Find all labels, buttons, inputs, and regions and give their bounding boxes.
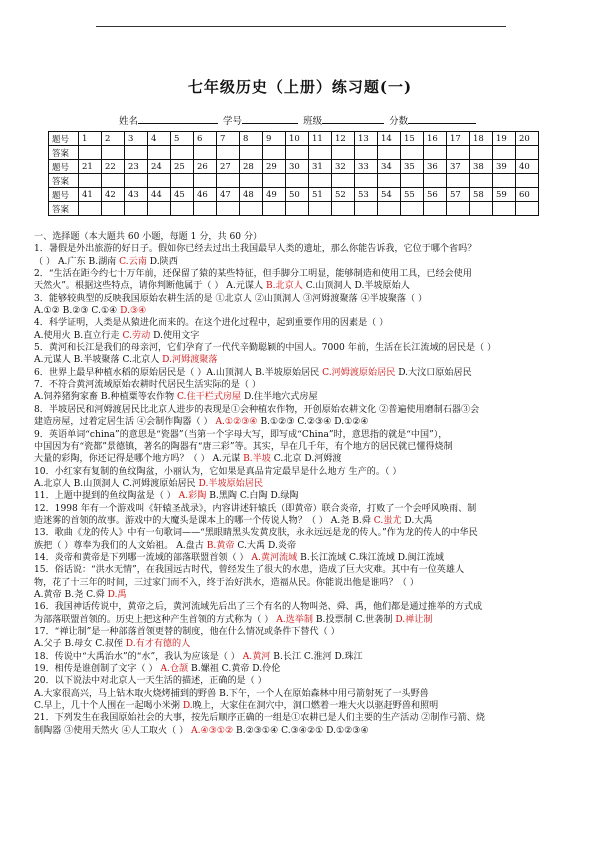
grid-answer-cell[interactable] [217, 146, 240, 160]
grid-answer-cell[interactable] [102, 146, 125, 160]
grid-answer-cell[interactable] [424, 174, 447, 188]
grid-question-number: 48 [240, 188, 263, 202]
answer-option-highlight: C.河姆渡原始居民 [322, 367, 396, 378]
grid-question-number: 29 [263, 160, 286, 174]
question-line [34, 688, 574, 700]
grid-answer-cell[interactable] [332, 202, 355, 216]
question-text: 族把（ ）尊奉为我们的人文始祖。 A.盘古 [34, 540, 207, 551]
question-line [34, 453, 574, 465]
grid-question-number: 24 [148, 160, 171, 174]
question-text: D.大汶口原始居民 [395, 367, 472, 378]
answer-option-highlight: D.河姆渡聚落 [162, 355, 218, 366]
grid-answer-cell[interactable] [194, 202, 217, 216]
grid-question-number: 6 [194, 132, 217, 146]
question-line [34, 293, 574, 305]
question-text: C.北京 D.河姆渡 [270, 454, 342, 465]
grid-question-number: 12 [332, 132, 355, 146]
grid-answer-row [49, 174, 539, 188]
question-line [34, 330, 574, 342]
question-line [34, 429, 574, 441]
question-line [34, 354, 574, 366]
grid-answer-cell[interactable] [401, 146, 424, 160]
question-text: D.陕西 [146, 256, 178, 267]
grid-a-label: 答案 [49, 174, 79, 188]
grid-question-number: 8 [240, 132, 263, 146]
question-text: 8．半坡居民和河姆渡居民比北京人进步的表现是①会种植农作物，开创原始农耕文化 ②普遍使用磨制石器③会 [34, 404, 480, 415]
question-text: A.父子 B.母女 C.叔侄 [34, 639, 126, 650]
question-line [34, 256, 574, 268]
question-line [34, 268, 574, 280]
grid-question-number: 45 [171, 188, 194, 202]
grid-question-number: 38 [470, 160, 493, 174]
question-text: B.投票制 C.世袭制 [312, 614, 396, 625]
class-label: 班级 [303, 116, 323, 127]
question-line [34, 589, 574, 601]
grid-question-number: 41 [79, 188, 102, 202]
question-text: C.山顶洞人 D.半坡原始人 [302, 281, 410, 292]
grid-answer-cell[interactable] [194, 146, 217, 160]
answer-option-highlight: D.③④ [120, 306, 147, 317]
question-line [34, 675, 574, 687]
grid-answer-cell[interactable] [424, 202, 447, 216]
question-text: A.饲养猪狗家畜 B.种植粟等农作物 [34, 392, 178, 403]
grid-answer-cell[interactable] [171, 202, 194, 216]
grid-answer-cell[interactable] [309, 146, 332, 160]
grid-answer-cell[interactable] [470, 174, 493, 188]
grid-question-number: 20 [516, 132, 539, 146]
grid-answer-cell[interactable] [217, 174, 240, 188]
grid-question-number: 7 [217, 132, 240, 146]
grid-answer-cell[interactable] [148, 174, 171, 188]
grid-question-number: 40 [516, 160, 539, 174]
grid-question-number: 58 [470, 188, 493, 202]
question-text: A.①② B.②③ C.①④ [34, 306, 121, 317]
grid-number-row [49, 132, 539, 146]
question-line [34, 540, 574, 552]
section-heading: 一、选择题（本大题共 60 小题，每题 1 分，共 60 分） [34, 232, 263, 242]
question-text: A.大家很高兴，马上钻木取火烧烤捕到的野兽 B.下午，一个人在原始森林中用弓箭射死了一头野兽 [34, 688, 429, 699]
question-text: 物，花了十三年的时间，三过家门而不入，终于治好洪水，造福从民。你能说出他是谁吗？（ ） [34, 577, 419, 588]
answer-option-highlight: A.选举制 [276, 614, 313, 625]
grid-answer-cell[interactable] [516, 202, 539, 216]
question-line [34, 577, 574, 589]
grid-question-number: 14 [378, 132, 401, 146]
answer-option-highlight: C.蚩尤 [373, 515, 402, 526]
question-text: B.黑陶 C.白陶 D.绿陶 [206, 491, 299, 502]
question-text: 造迷雾的首领的故事。游戏中的大魔头是课本上的哪一个传说人物？（ ） A.尧 B.舜 [34, 515, 374, 526]
question-line [34, 503, 574, 515]
grid-answer-cell[interactable] [171, 174, 194, 188]
grid-answer-cell[interactable] [102, 174, 125, 188]
grid-question-number: 33 [355, 160, 378, 174]
question-line [34, 490, 574, 502]
question-text: D.住半地穴式房屋 [241, 392, 318, 403]
grid-answer-cell[interactable] [355, 202, 378, 216]
grid-question-number: 60 [516, 188, 539, 202]
page-title: 七年级历史（上册）练习题(一) [187, 78, 413, 96]
class-field[interactable] [322, 115, 384, 124]
question-text: B.长江 C.淮河 D.珠江 [270, 651, 363, 662]
name-label: 姓名 [119, 116, 139, 127]
answer-option-highlight: A.④③①② [191, 725, 234, 736]
grid-question-number: 50 [286, 188, 309, 202]
question-text: A.元谋人 B.半坡聚落 C.北京人 [34, 355, 163, 366]
grid-question-number: 9 [263, 132, 286, 146]
question-line [34, 527, 574, 539]
question-text: 2．“生活在距今约七十万年前，还保留了猿的某些特征，但手脚分工明显，能够制造和使用工具，已经会使用 [34, 269, 472, 280]
answer-option-highlight: A.黄河 [242, 651, 271, 662]
question-text: 20．以下说法中对北京人一天生活的描述，正确的是（ ） [34, 676, 267, 687]
grid-answer-cell[interactable] [516, 174, 539, 188]
question-line [34, 626, 574, 638]
score-label: 分数 [389, 116, 409, 127]
grid-a-label: 答案 [49, 146, 79, 160]
question-text: 为部落联盟首领的。历史上把这种产生首领的方式称为（ ） [34, 614, 277, 625]
question-text: （ ） A.广东 B.湖南 [34, 256, 120, 267]
question-text: 17．“禅让制”是一种部落首领更替的制度，他在什么情况或条件下替代（ ） [34, 627, 340, 637]
grid-answer-cell[interactable] [286, 146, 309, 160]
grid-question-number: 16 [424, 132, 447, 146]
answer-option-highlight: A.①②③④ [215, 417, 258, 428]
grid-answer-cell[interactable] [401, 174, 424, 188]
answer-option-highlight: D.禹 [107, 589, 127, 600]
question-text: 16．我国神话传说中，黄帝之后，黄河流域先后出了三个有名的人物叫尧、舜、禹，他们都是通过推举的方式成 [34, 602, 483, 613]
grid-answer-cell[interactable] [240, 146, 263, 160]
grid-question-number: 37 [447, 160, 470, 174]
question-text: 12．1998 年有一个游戏叫《轩辕圣战录》，内容讲述轩辕氏（即黄帝）联合炎帝，打败了一个会呼风唤雨、制 [34, 503, 477, 514]
grid-answer-cell[interactable] [516, 146, 539, 160]
question-text: D.大禹 [401, 515, 433, 526]
answer-option-highlight: A.彩陶 [178, 491, 207, 502]
grid-question-number: 57 [447, 188, 470, 202]
question-text: 19．相传是谁创制了文字（ ） [34, 664, 161, 675]
question-line [34, 725, 574, 737]
question-text: 9．英语单词“china”的意思是“瓷器”（当第一个字母大写，即写成“China”时，意思指的就是“中国”）， [34, 429, 448, 440]
grid-question-number: 15 [401, 132, 424, 146]
grid-question-number: 47 [217, 188, 240, 202]
question-line [34, 638, 574, 650]
grid-answer-cell[interactable] [79, 146, 102, 160]
grid-question-number: 1 [79, 132, 102, 146]
grid-answer-cell[interactable] [332, 146, 355, 160]
grid-q-label: 题号 [49, 160, 79, 174]
grid-answer-cell[interactable] [355, 174, 378, 188]
grid-question-number: 49 [263, 188, 286, 202]
question-body [34, 231, 574, 737]
question-text: 3．能够较典型的反映我国原始农耕生活的是 ①北京人 ②山顶洞人 ③河姆渡聚落 ④半坡聚落（ ） [34, 293, 428, 304]
question-line [34, 243, 574, 255]
question-text: 大量的彩陶，你还记得是哪个地方吗？（ ） A.元谋 [34, 454, 244, 465]
grid-answer-cell[interactable] [401, 202, 424, 216]
question-text: 13．歌曲《龙的传人》中有一句歌词——“黑眼睛黑头发黄皮肤，永永远远是龙的传人。”作为龙的传人的中华民 [34, 528, 478, 539]
question-text: B.①②③ C.②③④ D.①②④ [257, 417, 369, 428]
question-line [34, 651, 574, 663]
grid-answer-cell[interactable] [171, 146, 194, 160]
name-field[interactable] [138, 115, 218, 124]
grid-answer-cell[interactable] [332, 174, 355, 188]
grid-question-number: 17 [447, 132, 470, 146]
grid-answer-cell[interactable] [263, 146, 286, 160]
question-text: 天然火”。根据这些特点，请你判断他属于（ ） A.元谋人 [34, 281, 266, 292]
question-text: 6．世界上最早种植水稻的原始居民是（ ）A.山顶洞人 B.半坡原始居民 [34, 367, 323, 378]
question-line [34, 712, 574, 724]
top-rule [96, 26, 506, 27]
grid-question-number: 22 [102, 160, 125, 174]
grid-answer-cell[interactable] [378, 202, 401, 216]
question-line [34, 391, 574, 403]
score-field[interactable] [408, 115, 476, 124]
question-text: 建造房屋，过着定居生活 ④会制作陶器（ ） [34, 417, 216, 428]
question-line [34, 317, 574, 329]
grid-question-number: 18 [470, 132, 493, 146]
grid-question-number: 35 [401, 160, 424, 174]
answer-option-highlight: D.禅让制 [395, 614, 433, 625]
grid-answer-row [49, 202, 539, 216]
question-text: 5．黄河和长江是我们的母亲河，它们孕育了一代代辛勤聪颖的中国人。7000 年前，生活在长江流域的居民是（ ） [34, 343, 497, 354]
question-line [34, 404, 574, 416]
answer-option-highlight: B.黄帝 [206, 540, 235, 551]
grid-answer-cell[interactable] [79, 174, 102, 188]
grid-question-number: 26 [194, 160, 217, 174]
grid-question-number: 39 [493, 160, 516, 174]
grid-answer-cell[interactable] [148, 146, 171, 160]
grid-question-number: 59 [493, 188, 516, 202]
grid-answer-cell[interactable] [493, 202, 516, 216]
question-text: C.大禹 D.炎帝 [234, 540, 297, 551]
grid-answer-cell[interactable] [102, 202, 125, 216]
question-line [34, 700, 574, 712]
grid-answer-cell[interactable] [470, 146, 493, 160]
grid-question-number: 53 [355, 188, 378, 202]
grid-answer-cell[interactable] [79, 202, 102, 216]
grid-answer-cell[interactable] [493, 174, 516, 188]
grid-question-number: 4 [148, 132, 171, 146]
grid-question-number: 52 [332, 188, 355, 202]
answer-option-highlight: A.黄河流域 [251, 552, 298, 563]
grid-question-number: 56 [424, 188, 447, 202]
student-info [119, 113, 476, 127]
grid-question-number: 28 [240, 160, 263, 174]
question-text: 4．科学证明，人类是从猿进化而来的。在这个进化过程中，起到重要作用的因素是（ ） [34, 318, 389, 329]
question-text: 10．小红家有复制的鱼纹陶盆，小丽认为，它如果是真品肯定最早是什么地方 生产的。（ ） [34, 466, 402, 477]
grid-question-number: 32 [332, 160, 355, 174]
grid-answer-cell[interactable] [309, 174, 332, 188]
number-field[interactable] [242, 115, 298, 124]
grid-question-number: 25 [171, 160, 194, 174]
grid-question-number: 5 [171, 132, 194, 146]
grid-answer-cell[interactable] [240, 202, 263, 216]
grid-question-number: 44 [148, 188, 171, 202]
question-text: 制陶器 ③使用天然火 ④人工取火（ ） [34, 725, 192, 736]
answer-option-highlight: D.半坡原始居民 [198, 478, 263, 489]
grid-question-number: 30 [286, 160, 309, 174]
grid-answer-cell[interactable] [447, 174, 470, 188]
grid-answer-cell[interactable] [309, 202, 332, 216]
question-text: C.早上，几十个人围在一起喝小米粥 [34, 701, 183, 712]
question-text: 中国因为有“瓷都”景德镇，著名的陶器有“唐三彩”等。其实，早在几千年，有个地方的居民就已懂得烧制 [34, 441, 453, 452]
question-text: 1．暑假是外出旅游的好日子。假如你已经去过出土我国最早人类的遗址，那么你能告诉我，它位于哪个省吗？ [34, 244, 477, 255]
grid-question-number: 10 [286, 132, 309, 146]
question-text: B.嫘祖 C.黄帝 D.伶伦 [188, 664, 281, 675]
question-text: 11．上题中提到的鱼纹陶盆是（ ） [34, 491, 179, 502]
answer-option-highlight: B.半坡 [243, 454, 271, 465]
grid-question-number: 43 [125, 188, 148, 202]
question-line [34, 614, 574, 626]
answer-option-highlight: C.云南 [119, 256, 147, 267]
question-line [34, 416, 574, 428]
grid-answer-cell[interactable] [125, 202, 148, 216]
grid-question-number: 11 [309, 132, 332, 146]
question-text: 18．传说中“大禹治水”的“水”，我认为应该是（ ） [34, 651, 243, 662]
question-line [34, 441, 574, 453]
question-line [34, 466, 574, 478]
question-line [34, 305, 574, 317]
grid-question-number: 27 [217, 160, 240, 174]
grid-answer-cell[interactable] [355, 146, 378, 160]
grid-answer-cell[interactable] [263, 174, 286, 188]
question-text: 15．俗话说：“洪水无情”，在我国远古时代，曾经发生了很大的水患，造成了巨大灾难。其中有一位英雄人 [34, 565, 465, 576]
grid-question-number: 51 [309, 188, 332, 202]
grid-question-number: 13 [355, 132, 378, 146]
question-line [34, 478, 574, 490]
grid-answer-cell[interactable] [125, 146, 148, 160]
answer-option-highlight: B.北京人 [265, 281, 303, 292]
grid-question-number: 23 [125, 160, 148, 174]
grid-answer-cell[interactable] [378, 174, 401, 188]
grid-answer-cell[interactable] [378, 146, 401, 160]
grid-question-number: 42 [102, 188, 125, 202]
question-text: A.黄帝 B.尧 C.舜 [34, 589, 108, 600]
answer-option-highlight: A.仓颉 [160, 664, 189, 675]
question-text: 7．不符合黄河流域原始农耕时代居民生活实际的是（ ） [34, 380, 261, 391]
grid-number-row [49, 160, 539, 174]
answer-option-highlight: C.劳动 [122, 330, 151, 341]
grid-answer-cell[interactable] [470, 202, 493, 216]
grid-question-number: 46 [194, 188, 217, 202]
question-line [34, 552, 574, 564]
grid-answer-cell[interactable] [286, 174, 309, 188]
grid-answer-cell[interactable] [493, 146, 516, 160]
grid-question-number: 2 [102, 132, 125, 146]
grid-question-number: 19 [493, 132, 516, 146]
question-line [34, 601, 574, 613]
grid-answer-cell[interactable] [148, 202, 171, 216]
answer-option-highlight: D.有才有德的人 [125, 639, 191, 650]
question-line [34, 342, 574, 354]
grid-q-label: 题号 [49, 188, 79, 202]
question-line [34, 663, 574, 675]
grid-answer-cell[interactable] [447, 146, 470, 160]
question-line [34, 564, 574, 576]
question-text: B.长江流域 C.珠江流域 D.闽江流域 [297, 552, 445, 563]
answer-grid [48, 131, 539, 216]
grid-a-label: 答案 [49, 202, 79, 216]
grid-question-number: 36 [424, 160, 447, 174]
question-text: 晚上，大家住在洞穴中，洞口燃着一堆大火以驱赶野兽和照明 [192, 701, 439, 712]
grid-answer-cell[interactable] [194, 174, 217, 188]
grid-answer-cell[interactable] [424, 146, 447, 160]
question-text: B.②③①④ C.③④②① D.①②③④ [233, 725, 369, 736]
grid-question-number: 31 [309, 160, 332, 174]
question-text: A.使用火 B.直立行走 [34, 330, 123, 341]
question-line [34, 367, 574, 379]
number-label: 学号 [223, 116, 243, 127]
question-text: A.北京人 B.山顶洞人 C.河姆渡原始居民 [34, 478, 199, 489]
grid-answer-cell[interactable] [240, 174, 263, 188]
grid-question-number: 3 [125, 132, 148, 146]
question-line [34, 379, 574, 391]
grid-q-label: 题号 [49, 132, 79, 146]
grid-answer-cell[interactable] [263, 202, 286, 216]
grid-question-number: 21 [79, 160, 102, 174]
grid-answer-cell[interactable] [447, 202, 470, 216]
answer-option-highlight: C.住干栏式房屋 [177, 392, 242, 403]
grid-answer-cell[interactable] [125, 174, 148, 188]
answer-option-highlight: D. [182, 701, 193, 712]
grid-answer-row [49, 146, 539, 160]
grid-answer-cell[interactable] [286, 202, 309, 216]
grid-question-number: 34 [378, 160, 401, 174]
question-line [34, 280, 574, 292]
question-line [34, 515, 574, 527]
grid-answer-cell[interactable] [217, 202, 240, 216]
question-text: D.使用文字 [150, 330, 200, 341]
grid-question-number: 54 [378, 188, 401, 202]
question-text: 21．下列发生在我国原始社会的大事，按先后顺序正确的一组是①农耕已是人们主要的生产活动 ②制作弓箭、烧 [34, 713, 485, 724]
question-text: 14．炎帝和黄帝是下列哪一流域的部落联盟首领（ ） [34, 552, 252, 563]
grid-question-number: 55 [401, 188, 424, 202]
grid-number-row [49, 188, 539, 202]
